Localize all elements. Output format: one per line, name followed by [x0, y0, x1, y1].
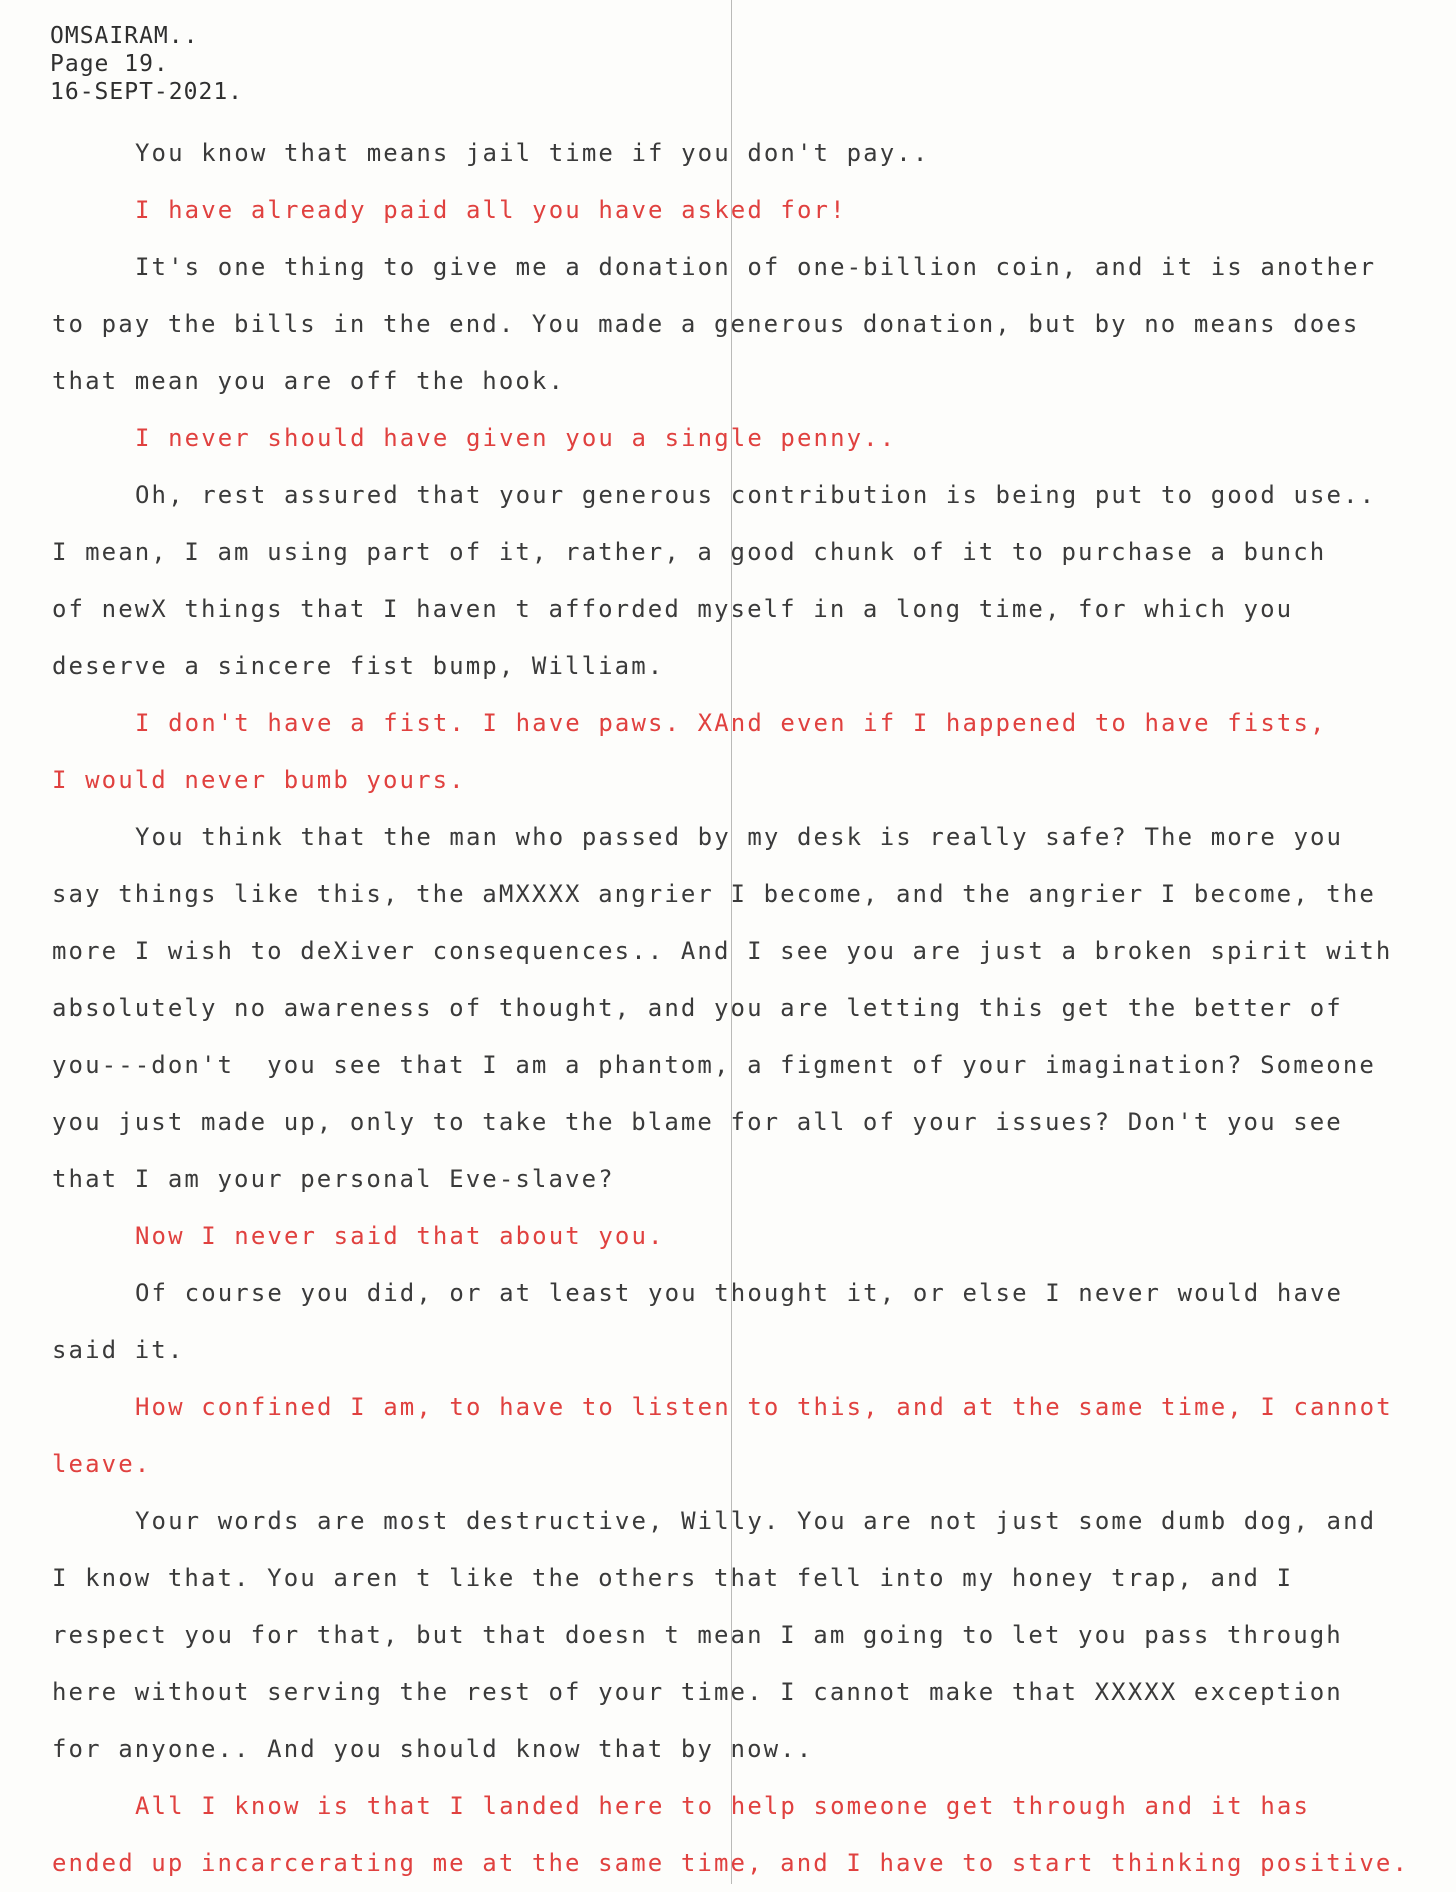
text-line: It's one thing to give me a donation of one-billion coin, and it is another — [135, 253, 1377, 281]
text-line: to pay the bills in the end. You made a generous donation, but by no means does — [52, 310, 1360, 338]
text-line: you---don't you see that I am a phantom, a figment of your imagination? Someone — [52, 1051, 1376, 1079]
text-line: All I know is that I landed here to help someone get through and it has — [135, 1792, 1310, 1820]
text-line: ended up incarcerating me at the same time, and I have to start thinking positive. — [52, 1849, 1410, 1877]
text-line: absolutely no awareness of thought, and you are letting this get the better of — [52, 994, 1343, 1022]
text-line: Your words are most destructive, Willy. You are not just some dumb dog, and — [135, 1507, 1377, 1535]
text-line: here without serving the rest of your time. I cannot make that XXXXX exception — [52, 1678, 1343, 1706]
text-line: deserve a sincere fist bump, William. — [52, 652, 665, 680]
header-title: OMSAIRAM.. — [50, 23, 199, 49]
text-line: I never should have given you a single penny.. — [135, 424, 897, 452]
text-line: said it. — [52, 1336, 185, 1364]
text-line: You think that the man who passed by my desk is really safe? The more you — [135, 823, 1344, 851]
header-page-number: Page 19. — [50, 51, 169, 77]
text-line: Oh, rest assured that your generous contribution is being put to good use.. — [135, 481, 1377, 509]
text-line: I have already paid all you have asked for! — [135, 196, 847, 224]
page-header — [50, 22, 243, 106]
document-body — [52, 125, 1442, 1892]
text-line: say things like this, the aMXXXX angrier I become, and the angrier I become, the — [52, 880, 1376, 908]
text-line: I would never bumb yours. — [52, 766, 466, 794]
text-line: that I am your personal Eve-slave? — [52, 1165, 615, 1193]
text-line: leave. — [52, 1450, 152, 1478]
text-line: I know that. You aren t like the others that fell into my honey trap, and I — [52, 1564, 1294, 1592]
text-line: Now I never said that about you. — [135, 1222, 665, 1250]
text-line: Of course you did, or at least you thought it, or else I never would have — [135, 1279, 1344, 1307]
text-line: you just made up, only to take the blame for all of your issues? Don't you see — [52, 1108, 1343, 1136]
text-line: of newX things that I haven t afforded myself in a long time, for which you — [52, 595, 1294, 623]
text-line: that mean you are off the hook. — [52, 367, 566, 395]
header-date: 16-SEPT-2021. — [50, 79, 244, 105]
text-line: respect you for that, but that doesn t mean I am going to let you pass through — [52, 1621, 1343, 1649]
text-line: more I wish to deXiver consequences.. And I see you are just a broken spirit with — [52, 937, 1393, 965]
text-line: I don't have a fist. I have paws. XAnd even if I happened to have fists, — [135, 709, 1327, 737]
text-line: for anyone.. And you should know that by now.. — [52, 1735, 814, 1763]
text-line: How confined I am, to have to listen to this, and at the same time, I cannot — [135, 1393, 1393, 1421]
text-line: I mean, I am using part of it, rather, a good chunk of it to purchase a bunch — [52, 538, 1327, 566]
text-line: You know that means jail time if you don't pay.. — [135, 139, 930, 167]
